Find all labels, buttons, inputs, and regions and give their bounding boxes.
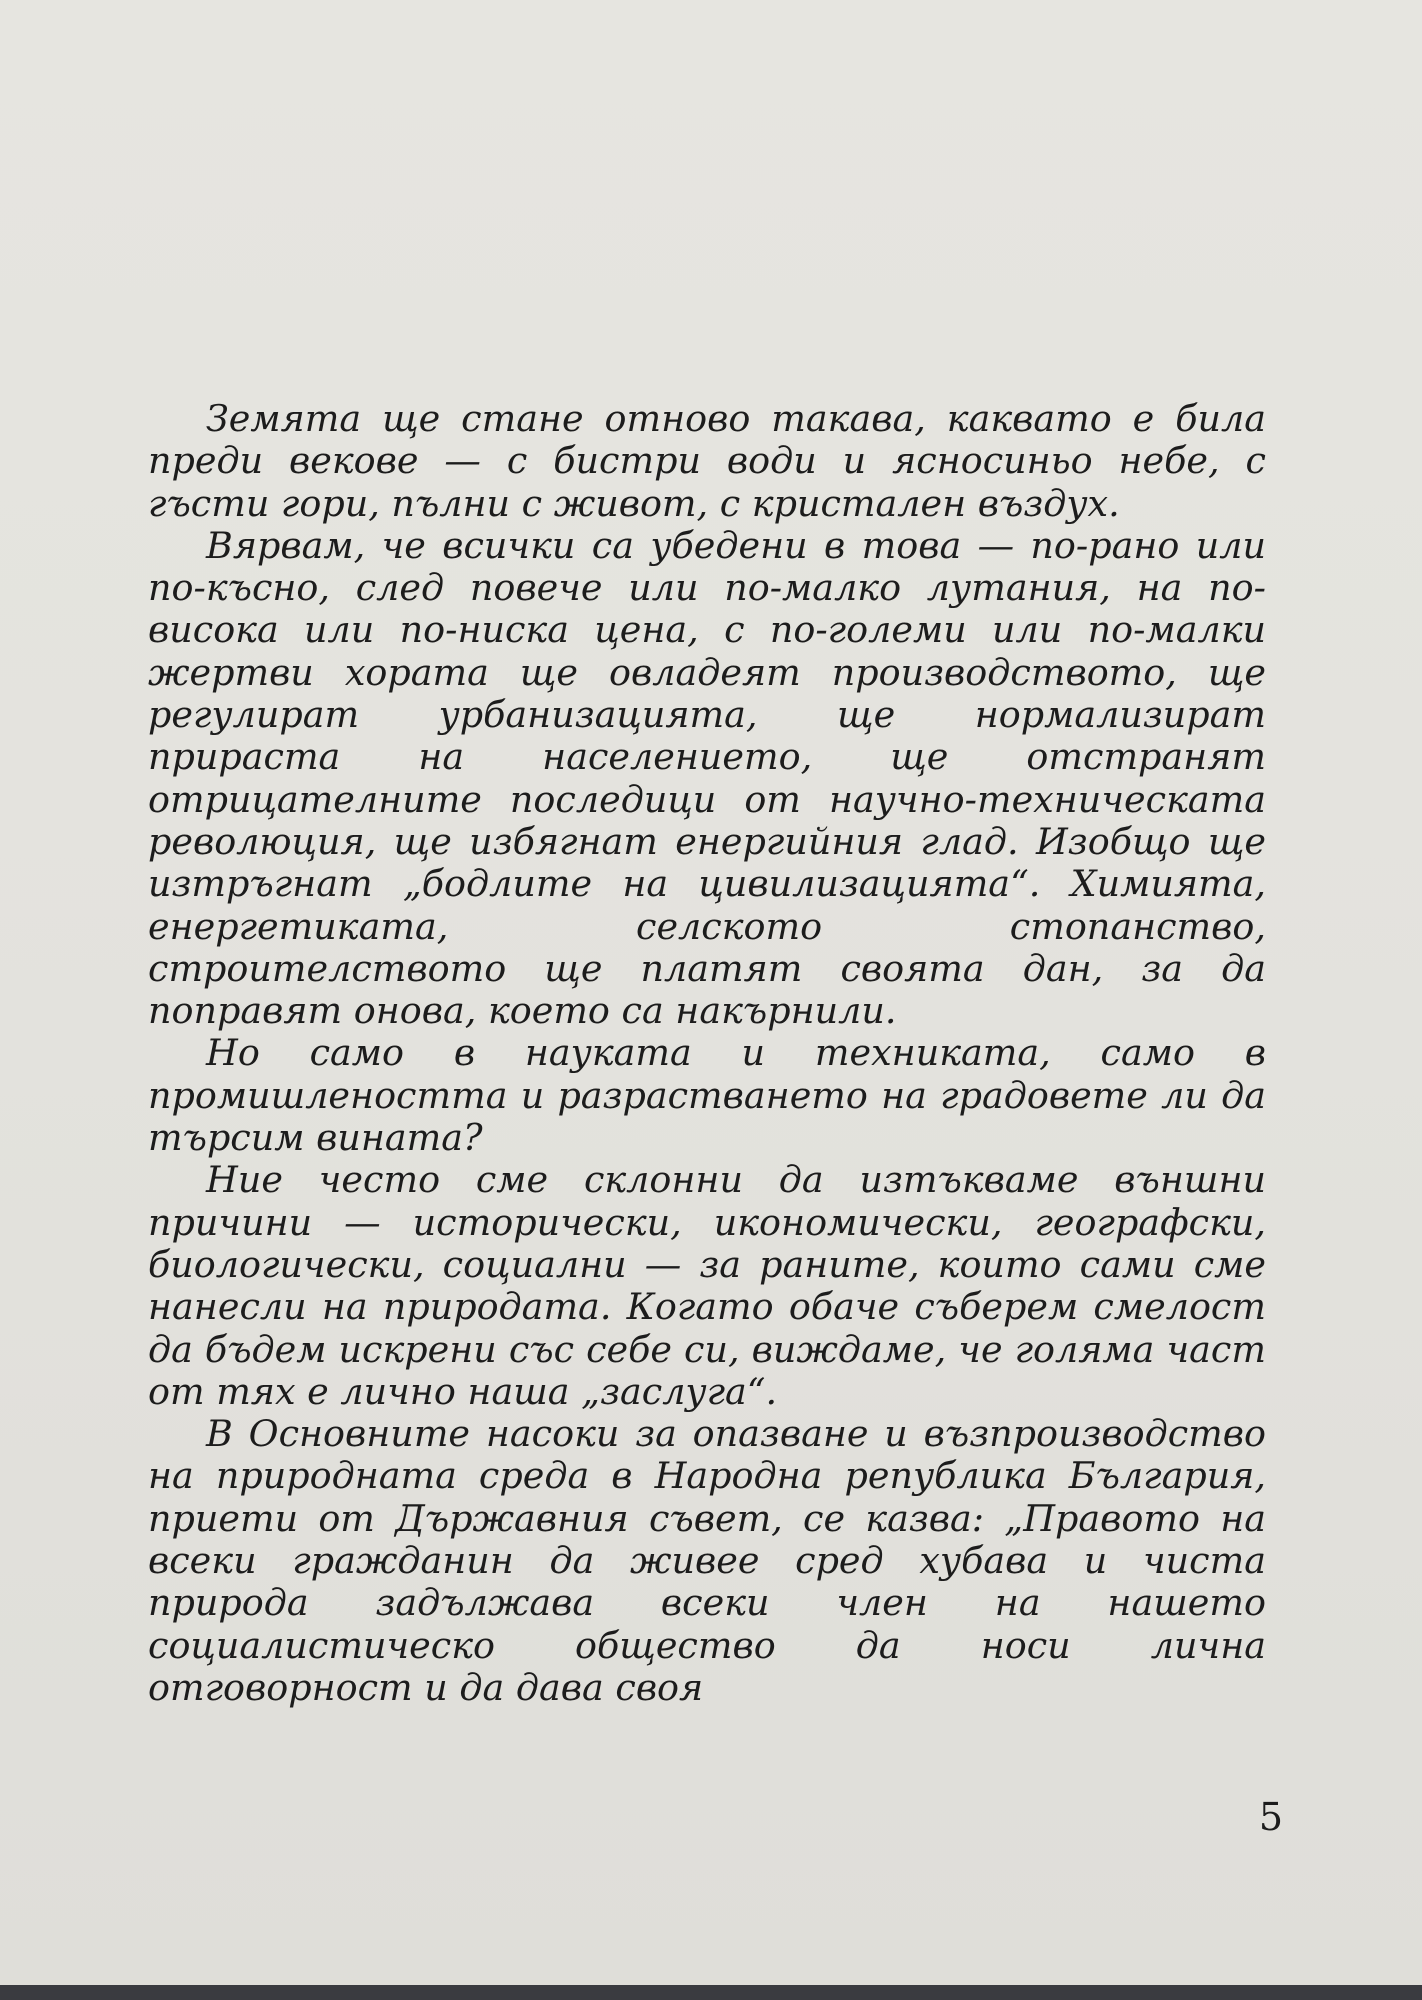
paragraph-4: Ние често сме склонни да изтъкваме външни причини — исторически, икономически, географски, биологически, социални — за раните, които сами сме нанесли на природата. Когато обаче съберем смелост да бъдем искрени със себе си, виждаме, че голяма част от тях е лично наша „заслуга“. <box>148 1158 1266 1413</box>
paragraph-2: Вярвам, че всички са убедени в това — по-рано или по-късно, след повече или по-малко лутания, на по-висока или по-ниска цена, с по-големи или по-малки жертви хората ще овладеят производството, ще регулират урбанизацията, ще нормализират прираста на населението, ще отстранят отрицателните последици от научно-техническата революция, ще избягнат енергийния глад. Изобщо ще изтръгнат „бодлите на цивилизацията“. Химията, енергетиката, селското стопанство, строителството ще платят своята дан, за да поправят онова, което са накърнили. <box>148 523 1266 1033</box>
page-edge-shadow <box>0 1985 1422 2000</box>
page-number: 5 <box>1258 1795 1283 1839</box>
paragraph-5: В Основните насоки за опазване и възпроизводство на природната среда в Народна република България, приети от Държавния съвет, се казва: „Правото на всеки гражданин да живее сред хубава и чиста природа задължава всеки член на нашето социалистическо общество да носи лична отговорност и да дава своя <box>148 1412 1266 1709</box>
body-text <box>148 398 1266 1709</box>
paragraph-1: Земята ще стане отново такава, каквато е била преди векове — с бистри води и ясносиньо небе, с гъсти гори, пълни с живот, с кристален въздух. <box>148 397 1266 525</box>
paragraph-3: Но само в науката и техниката, само в промишлеността и разрастването на градовете ли да търсим вината? <box>148 1031 1266 1160</box>
